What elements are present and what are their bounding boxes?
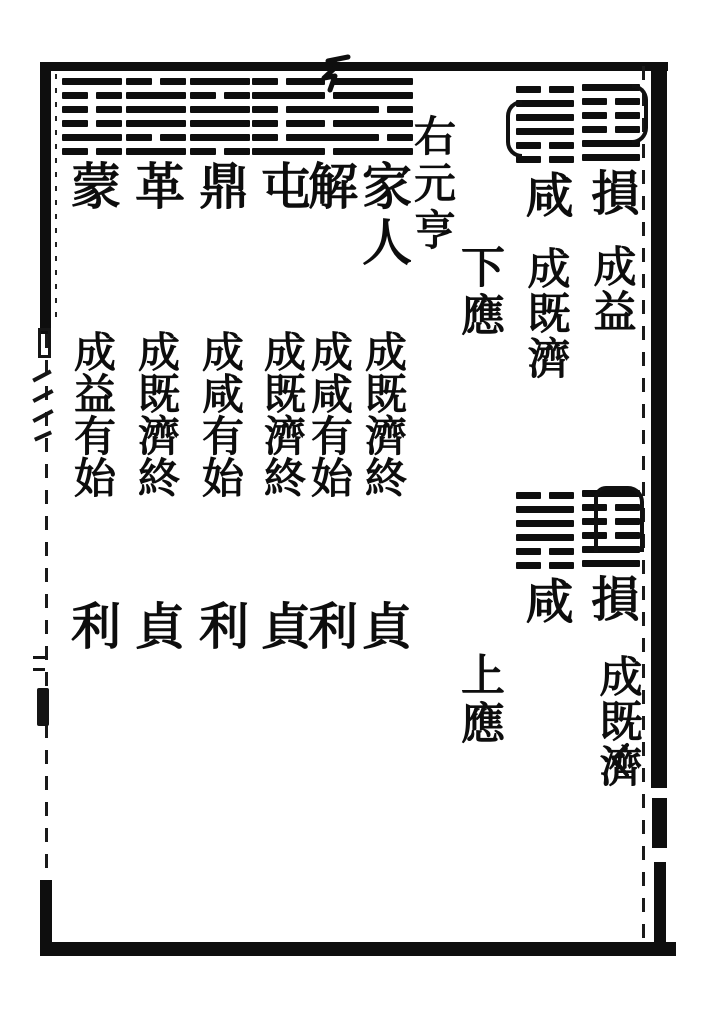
- hand-bracket-left-icon: [506, 100, 522, 158]
- inner-left-dotted-line: [55, 74, 57, 320]
- note-xia-ying: 下應: [453, 244, 504, 340]
- hexagram-name: 損: [583, 574, 639, 622]
- result-char: 貞: [354, 600, 412, 650]
- note-shang-ying-wrap: [452, 652, 504, 762]
- section-label-wrap: [404, 114, 460, 264]
- spine-fold-stroke-icon: [32, 370, 52, 383]
- hexagram-figure-meng: [62, 78, 122, 162]
- outcome-phrase: 成益有始: [68, 330, 117, 498]
- spine-fold-dash-icon: [33, 656, 45, 659]
- outcome-phrase: 成既濟終: [132, 330, 181, 498]
- spine-fold-blob-icon: [37, 688, 49, 726]
- outcome-phrase: 成既濟終: [359, 330, 408, 498]
- right-margin-squiggle-icon: [610, 742, 632, 778]
- hexagram-name: 革: [127, 160, 185, 216]
- frame-bottom-border: [40, 942, 676, 956]
- outcome-phrase: 成益: [586, 244, 637, 334]
- hexagram-figure-ding: [190, 78, 250, 162]
- hexagram-figure-ge: [126, 78, 186, 162]
- hexagram-name: 咸: [517, 576, 573, 624]
- section-label: 右元亨: [408, 114, 457, 255]
- outcome-phrase: 成咸有始: [305, 330, 354, 498]
- hexagram-name: 損: [583, 168, 639, 216]
- result-char: 貞: [127, 600, 185, 650]
- hexagram-name: 屯: [253, 160, 311, 216]
- note-xia-ying-wrap: [452, 244, 504, 354]
- hexagram-figure-xian-mid: [516, 492, 574, 576]
- spine-fold-fragment-icon: [38, 328, 51, 358]
- frame-right-border-middle: [652, 798, 667, 848]
- frame-right-border-upper: [651, 62, 667, 788]
- outcome-phrase: 成既濟: [592, 654, 643, 789]
- hand-bracket-right-icon: [632, 84, 648, 144]
- outcome-phrase: 成既濟: [520, 246, 571, 381]
- top-border-squiggle-icon: [318, 52, 356, 94]
- spine-fold-dash-icon: [33, 668, 45, 671]
- hexagram-name: 家人: [354, 160, 412, 272]
- result-char: 利: [63, 600, 121, 650]
- note-shang-ying: 上應: [453, 652, 504, 748]
- spine-fold-stroke-icon: [34, 431, 52, 442]
- hexagram-name: 鼎: [191, 160, 249, 216]
- outcome-phrase: 成咸有始: [196, 330, 245, 498]
- outcome-phrase: 成既濟終: [258, 330, 307, 498]
- spine-fold-stroke-icon: [32, 389, 53, 403]
- frame-right-border-lower: [654, 862, 666, 944]
- hexagram-name: 蒙: [63, 160, 121, 216]
- result-char: 利: [191, 600, 249, 650]
- hexagram-figure-xian-top: [516, 86, 574, 170]
- frame-left-border-upper: [40, 62, 51, 334]
- result-char: 利: [300, 600, 358, 650]
- hexagram-name: 解: [300, 160, 358, 216]
- spine-fold-stroke-icon: [32, 409, 53, 423]
- hand-bracket-box-icon: [594, 486, 644, 552]
- result-char: 貞: [253, 600, 311, 650]
- hexagram-name: 咸: [517, 170, 573, 218]
